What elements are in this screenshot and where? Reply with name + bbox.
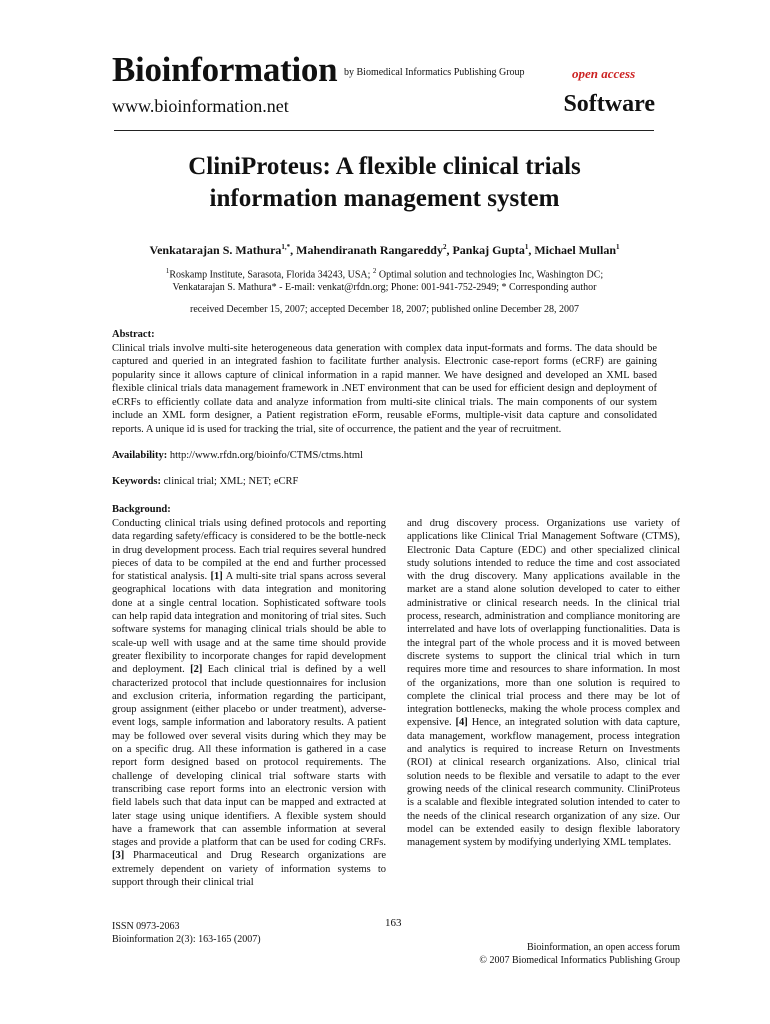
article-title	[112, 151, 657, 215]
keywords-label: Keywords:	[112, 476, 161, 487]
page-number: 163	[385, 917, 402, 929]
journal-url[interactable]: www.bioinformation.net	[112, 96, 289, 116]
affiliation-text: Optimal solution and technologies Inc, Washington DC;	[376, 269, 604, 281]
citation-ref[interactable]: [3]	[112, 850, 125, 862]
body-text: and drug discovery process. Organizations use variety of applications like Clinical Trial Management Software (CTMS), Electronic Data Capture (EDC) and other specialized clinical study solutions intended to reduce the time and cost associated with the drug discovery. Many applications available in the market are a stand alone solution developed to cater to either administrative or clinical research needs. In the clinical trial process, research, administration and compliance monitoring are interrelated and have lots of overlapping functionalities. Data is the integral part of the whole process and it is moved between discrete systems to support the clinical trial which in turn requires more time and resources to share information. In most of the organizations, more than one solution is required to complete the clinical trial process and there may be lot of integration bottlenecks, making the whole process complex and expensive.	[407, 518, 680, 729]
footer-issn	[112, 920, 261, 946]
author-name: Venkatarajan S. Mathura	[149, 243, 282, 257]
affiliation-line-1	[112, 265, 657, 281]
citation-text: Bioinformation 2(3): 163-165 (2007)	[112, 934, 261, 945]
abstract-text: Clinical trials involve multi-site heterogeneous data generation with complex data input-formats and forms. The data should be captured and queried in an integrated fashion to facilitate further analysis. Electronic case-report forms (eCRF) are gaining popularity since it allows capture of clinical information in a rapid manner. We have designed and developed an XML based flexible clinical trials data management framework in .NET environment that can be used for efficient design and deployment of eCRFs to efficiently collate data and analyze information from multi-site clinical trials. The main components of our system include an XML form designer, a Patient registration eForm, reusable eForms, multiple-visit data capture and consolidated reports. A unique id is used for tracking the trial, site of occurrence, the patient and the year of recruitment.	[112, 342, 657, 435]
author-name: Pankaj Gupta	[452, 243, 525, 257]
title-line-1: CliniProteus: A flexible clinical trials	[188, 153, 581, 180]
author-list: Venkatarajan S. Mathura$^{1,*}$, Mahendiranath Rangareddy$^2$, Pankaj Gupta$^1$, Michael Mullan$^1$	[149, 243, 620, 257]
author-affiliation-mark: 2	[442, 243, 447, 251]
publication-dates: received December 15, 2007; accepted December 18, 2007; published online December 28, 2007	[189, 304, 580, 315]
body-text: Each clinical trial is defined by a well characterized protocol that include questionnaires for inclusion and exclusion criteria, information regarding the participant, group assignment (either placebo or under treatment), adverse-event logs, sample information and laboratory results. A patient may be followed over several visits during which they may be on a specific drug. All these information is gathered in a case report form designed based on protocol requirements. The challenge of developing clinical trial software starts with transcribing case report forms into an electronic version with field labels such that data input can be mapped and extracted at later stage using unique identifiers. A flexible system should have a framework that can assemble information at several stages and provide a platform that can be used for coding CRFs.	[112, 664, 386, 849]
body-text: Conducting clinical trials using defined protocols and reporting data regarding safety/efficacy is considered to be the bottle-neck in drug development process. Each trial requires several hundred pieces of data to be compiled at the end and further processed for statistical analysis.	[112, 518, 386, 583]
body-text: Pharmaceutical and Drug Research organizations are extremely dependent on variety of information systems to support through their clinical trial	[112, 850, 386, 889]
affiliation-mark: 2	[372, 267, 377, 275]
author-affiliation-mark: 1	[524, 243, 529, 251]
author-name: Mahendiranath Rangareddy	[296, 243, 443, 257]
abstract-heading: Abstract:	[112, 329, 155, 340]
author-name: Michael Mullan	[534, 243, 616, 257]
availability-label: Availability:	[112, 450, 168, 461]
left-column	[112, 517, 386, 889]
issn-text: ISSN 0973-2063	[112, 921, 180, 932]
title-line-2: information management system	[209, 185, 560, 212]
copyright-text: © 2007 Biomedical Informatics Publishing Group	[479, 955, 680, 966]
citation-ref[interactable]: [1]	[210, 571, 223, 583]
body-text: Hence, an integrated solution with data capture, data management, workflow management, process integration and analytics is required to increase Return on Investments (ROI) at clinical research organizations. Also, clinical trial solution needs to be flexible and versatile to adapt to the ever growing needs of the clinical research community. CliniProteus is a scalable and flexible integrated solution intended to cater to the needs of the clinical research organization of any size. Our model can be extended easily to design flexible laboratory management system by modifying underlying XML templates.	[407, 717, 680, 849]
availability-url[interactable]: http://www.rfdn.org/bioinfo/CTMS/ctms.html	[167, 450, 363, 461]
footer-forum	[420, 941, 680, 967]
keywords-line	[112, 475, 657, 489]
citation-ref[interactable]: [4]	[455, 717, 468, 729]
availability-line	[112, 449, 657, 463]
section-label: Software	[563, 91, 655, 117]
publisher-line: by Biomedical Informatics Publishing Group	[344, 67, 525, 78]
citation-ref[interactable]: [2]	[190, 664, 203, 676]
header-rule	[114, 130, 654, 131]
forum-text: Bioinformation, an open access forum	[526, 942, 680, 953]
affiliation-line-2: Venkatarajan S. Mathura* - E-mail: venkat@rfdn.org; Phone: 001-941-752-2949; * Corresponding author	[172, 282, 597, 294]
right-column	[407, 517, 680, 849]
abstract-section	[112, 328, 657, 436]
affiliations	[112, 265, 657, 294]
keywords-value: clinical trial; XML; NET; eCRF	[161, 476, 299, 487]
journal-title: Bioinformation	[112, 50, 338, 89]
body-text: A multi-site trial spans across several geographical locations with data integration and monitoring done at a single central location. Sophisticated software tools can help rapid data integration and monitoring of trial sites. Such software systems for managing clinical trials should be able to scale-up well with usage and at the same time should provide greater flexibility to incorporate changes for rapid development and deployment.	[112, 571, 386, 676]
background-heading: Background:	[112, 504, 171, 515]
affiliation-mark: 1	[165, 267, 170, 275]
affiliation-text: Roskamp Institute, Sarasota, Florida 34243, USA;	[169, 269, 373, 281]
author-affiliation-mark: 1	[616, 243, 620, 251]
author-affiliation-mark: 1,*	[281, 243, 291, 251]
open-access-label: open access	[572, 66, 636, 81]
